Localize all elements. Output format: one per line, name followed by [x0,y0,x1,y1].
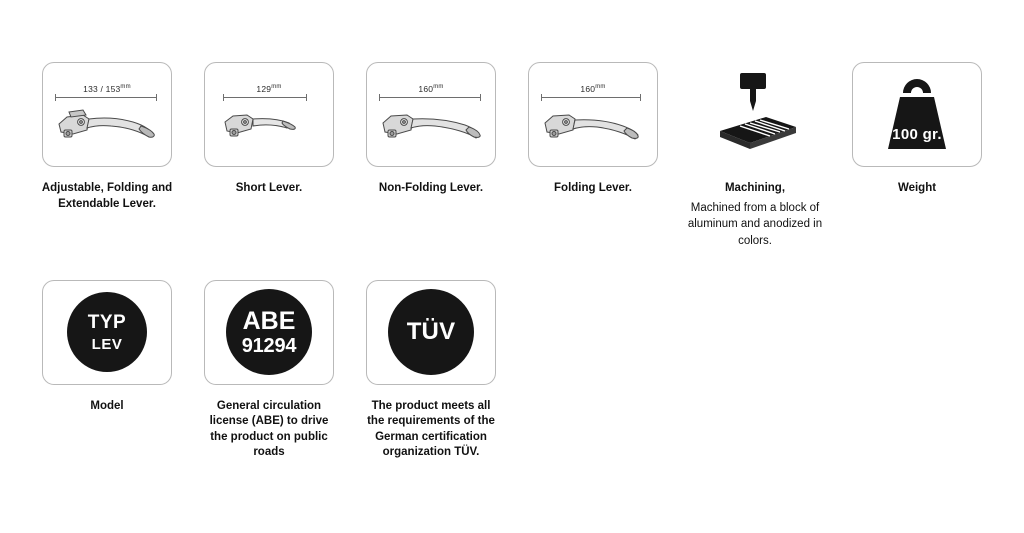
tuv-badge-icon [388,289,474,375]
lever-diagram [533,70,653,160]
typ-lev-badge-icon [67,292,147,372]
abe-badge-card [204,280,334,385]
dimension-line-icon [541,97,641,98]
badge-line-1: ABE [242,306,296,335]
feature-caption: Non-Folding Lever. [378,182,484,194]
dimension-value: 133 / 153 [83,83,121,94]
dimension-unit: mm [120,83,131,90]
feature-subcaption: Machined from a block of aluminum and anodized in colors. [687,201,823,247]
feature-caption: Short Lever. [235,182,303,194]
feature-caption: Machining, [724,182,786,194]
lever-card [528,62,658,167]
tuv-badge-card [366,280,496,385]
dimension-label [371,84,491,94]
weight-value: 100 gr. [892,125,942,143]
lever-icon [53,106,161,150]
dimension-line-icon [55,97,157,98]
machining-card [690,62,820,167]
feature-adjustable-folding-extendable-lever [42,62,172,212]
dimension-value: 160 [580,83,596,94]
dimension-unit: mm [433,83,444,90]
lever-icon [377,106,485,150]
cnc-machining-icon [700,69,810,161]
badge-abe [204,280,334,461]
dimension-line-icon [379,97,481,98]
lever-diagram [47,70,167,160]
dimension-value: 160 [418,83,434,94]
badge-line-2: LEV [91,335,123,353]
lever-card [366,62,496,167]
feature-weight [852,62,982,197]
badge-caption: Model [90,399,124,412]
lever-icon [215,106,323,150]
weight-card [852,62,982,167]
feature-non-folding-lever [366,62,496,197]
weight-icon [862,69,972,161]
model-badge-card [42,280,172,385]
badge-line-2: 91294 [241,334,297,357]
dimension-label [533,84,653,94]
lever-icon [539,106,647,150]
abe-badge-icon [226,289,312,375]
lever-card [204,62,334,167]
feature-machining [687,62,823,250]
feature-caption: Weight [897,182,937,194]
dimension-unit: mm [271,83,282,90]
feature-grid [42,62,992,461]
feature-caption: Adjustable, Folding and Extendable Lever. [41,182,173,210]
badge-line-1: TYP [87,311,127,333]
dimension-label [47,84,167,94]
dimension-unit: mm [595,83,606,90]
badge-model [42,280,172,415]
badge-line-1: TÜV [406,318,456,346]
feature-folding-lever [528,62,658,197]
feature-caption: Folding Lever. [554,182,632,194]
feature-short-lever [204,62,334,197]
badge-caption: The product meets all the requirements of the German certification organization TÜV. [367,399,495,459]
lever-diagram [371,70,491,160]
feature-row-2 [42,280,992,461]
dimension-label [209,84,329,94]
badge-caption: General circulation license (ABE) to drive the product on public roads [209,399,329,459]
badge-tuv [366,280,496,461]
dimension-line-icon [223,97,307,98]
dimension-value: 129 [256,83,272,94]
feature-row-1 [42,62,992,250]
lever-card [42,62,172,167]
lever-diagram [209,70,329,160]
